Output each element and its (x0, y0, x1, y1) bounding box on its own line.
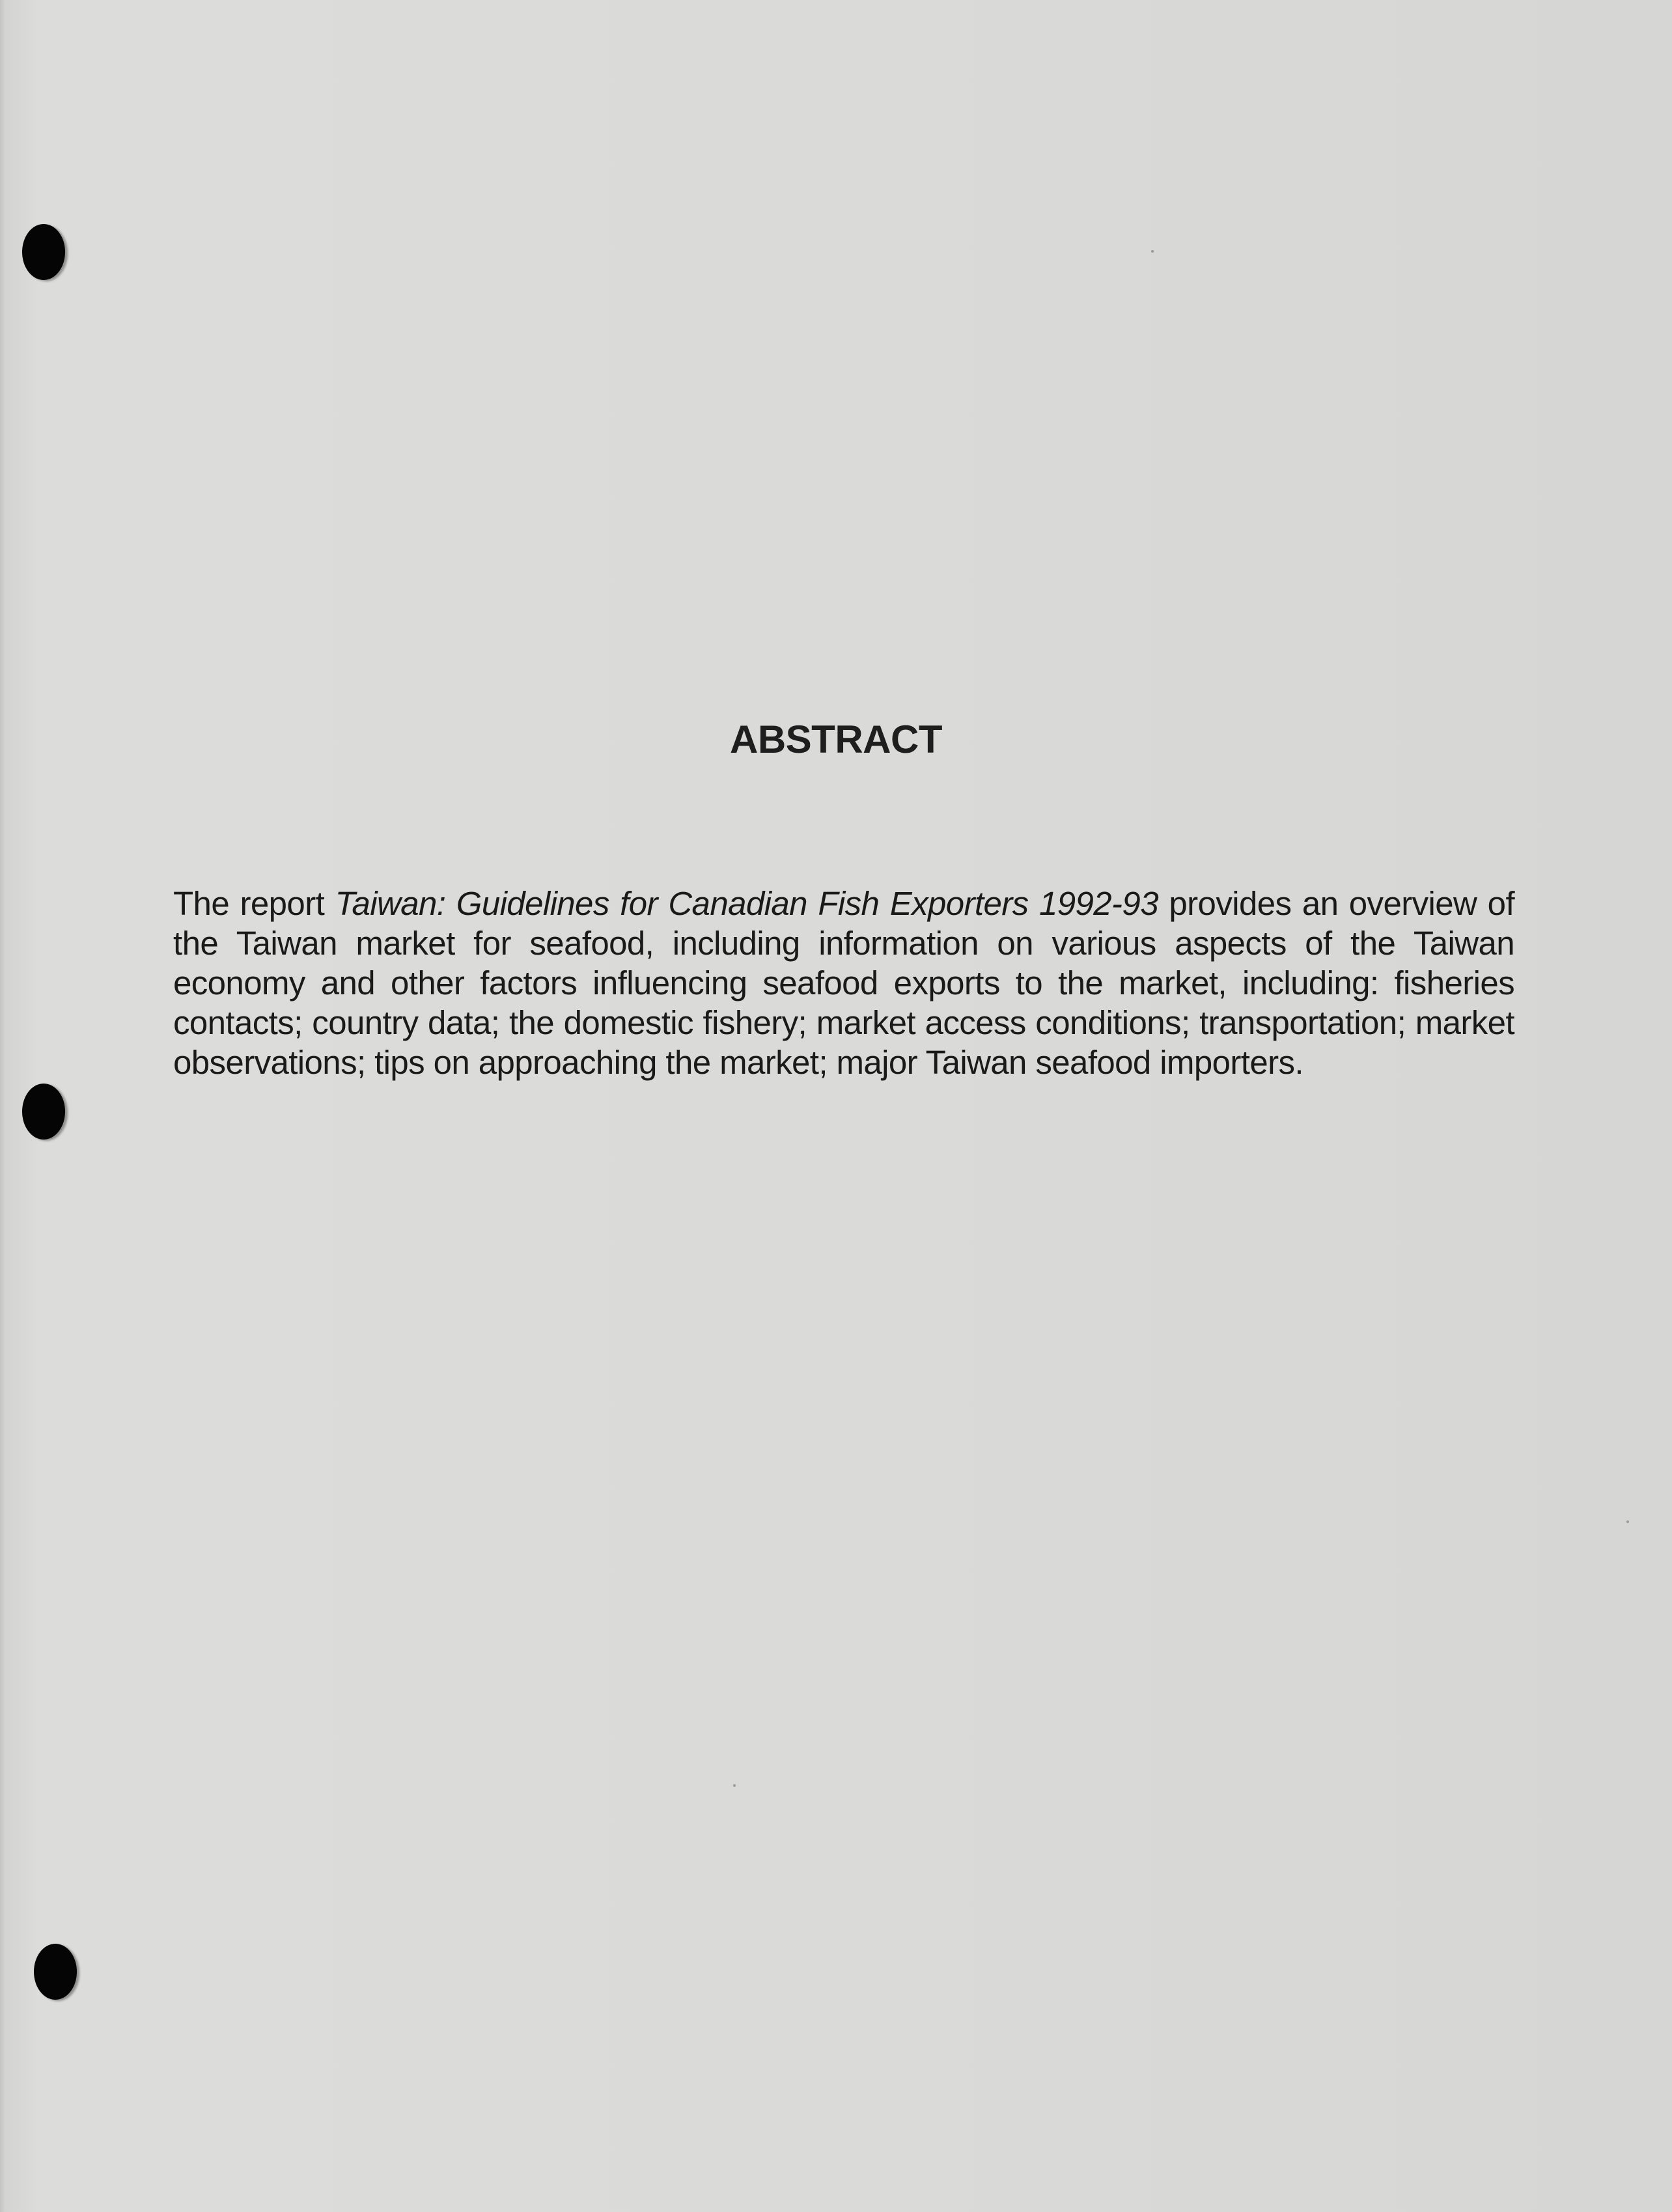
punch-hole-bottom (34, 1944, 77, 2000)
report-title: Taiwan: Guidelines for Canadian Fish Exporters 1992-93 (335, 885, 1158, 922)
abstract-paragraph (173, 884, 1514, 1082)
punch-hole-top (22, 224, 65, 280)
punch-hole-middle (22, 1084, 65, 1140)
paragraph-rest: provides an overview of the Taiwan market for seafood, including information on various aspects of the Taiwan economy and other factors influencing seafood exports to the market, including: fisheries contacts; country data; the domestic fishery; market access conditions; transportation; market observations; tips on approaching the market; major Taiwan seafood importers. (173, 885, 1515, 1081)
paper-speck (1151, 250, 1154, 253)
paper-speck (1626, 1520, 1629, 1523)
page-edge (0, 0, 5, 2212)
paper-speck (733, 1784, 736, 1787)
abstract-heading: ABSTRACT (730, 718, 942, 761)
paragraph-intro: The report (173, 885, 335, 922)
